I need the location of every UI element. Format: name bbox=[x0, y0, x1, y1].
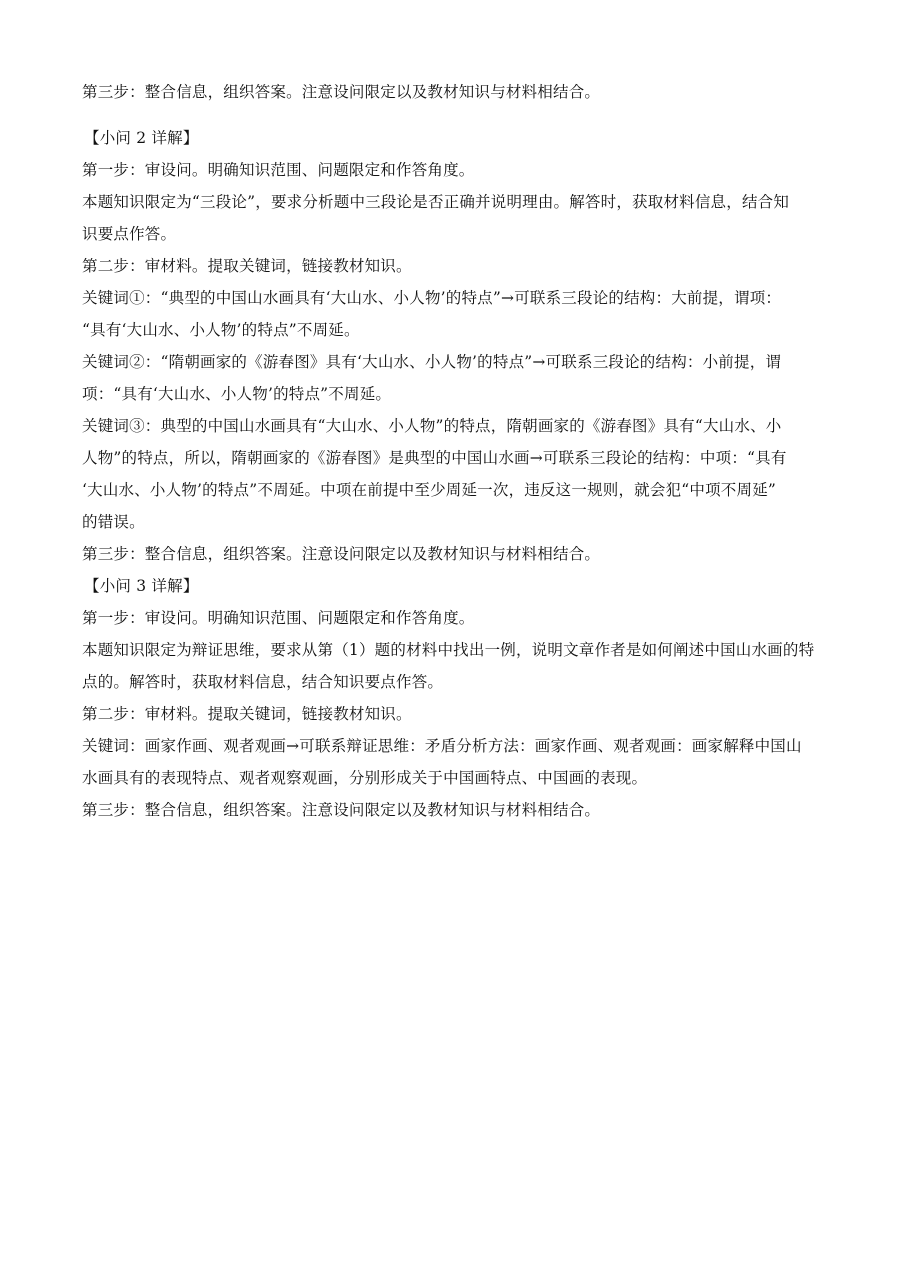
text-line: ‘大山水、小人物’的特点”不周延。中项在前提中至少周延一次，违反这一规则，就会犯“中项不周延” bbox=[82, 481, 777, 499]
text-line: 关键词①：“典型的中国山水画具有‘大山水、小人物’的特点”→可联系三段论的结构：大前提，谓项： bbox=[82, 289, 782, 307]
text-line: 关键词：画家作画、观者观画→可联系辩证思维：矛盾分析方法：画家作画、观者观画：画家解释中国山 bbox=[82, 737, 802, 755]
text-line: 第一步：审设问。明确知识范围、问题限定和作答角度。 bbox=[82, 609, 475, 627]
section-heading-q2: 【小问 2 详解】 bbox=[84, 129, 199, 147]
section-heading-q3: 【小问 3 详解】 bbox=[84, 577, 199, 595]
text-line: 本题知识限定为“三段论”，要求分析题中三段论是否正确并说明理由。解答时，获取材料信息，结合知 bbox=[82, 193, 790, 211]
text-line: 人物”的特点，所以，隋朝画家的《游春图》是典型的中国山水画→可联系三段论的结构：中项：“具有 bbox=[82, 449, 787, 467]
text-line: 本题知识限定为辩证思维，要求从第（1）题的材料中找出一例，说明文章作者是如何阐述中国山水画的特 bbox=[82, 641, 815, 659]
text-line: 第三步：整合信息，组织答案。注意设问限定以及教材知识与材料相结合。 bbox=[82, 801, 601, 819]
text-line: 的错误。 bbox=[82, 513, 145, 531]
text-line: 关键词②：“隋朝画家的《游春图》具有‘大山水、小人物’的特点”→可联系三段论的结构：小前提，谓 bbox=[82, 353, 782, 371]
text-line: 水画具有的表现特点、观者观察观画，分别形成关于中国画特点、中国画的表现。 bbox=[82, 769, 648, 787]
text-line: 识要点作答。 bbox=[82, 225, 177, 243]
text-line: 第二步：审材料。提取关键词，链接教材知识。 bbox=[82, 257, 412, 275]
text-line: 第三步：整合信息，组织答案。注意设问限定以及教材知识与材料相结合。 bbox=[82, 545, 601, 563]
text-line: 点的。解答时，获取材料信息，结合知识要点作答。 bbox=[82, 673, 444, 691]
text-line: 项：“具有‘大山水、小人物’的特点”不周延。 bbox=[82, 385, 392, 403]
text-line: 第二步：审材料。提取关键词，链接教材知识。 bbox=[82, 705, 412, 723]
text-line: 关键词③：典型的中国山水画具有“大山水、小人物”的特点，隋朝画家的《游春图》具有“大山水、小 bbox=[82, 417, 782, 435]
spacer bbox=[82, 108, 822, 122]
text-line: 第一步：审设问。明确知识范围、问题限定和作答角度。 bbox=[82, 161, 475, 179]
document-body bbox=[82, 76, 822, 826]
step-three-line: 第三步：整合信息，组织答案。注意设问限定以及教材知识与材料相结合。 bbox=[82, 83, 601, 101]
text-line: “具有‘大山水、小人物’的特点”不周延。 bbox=[82, 321, 360, 339]
